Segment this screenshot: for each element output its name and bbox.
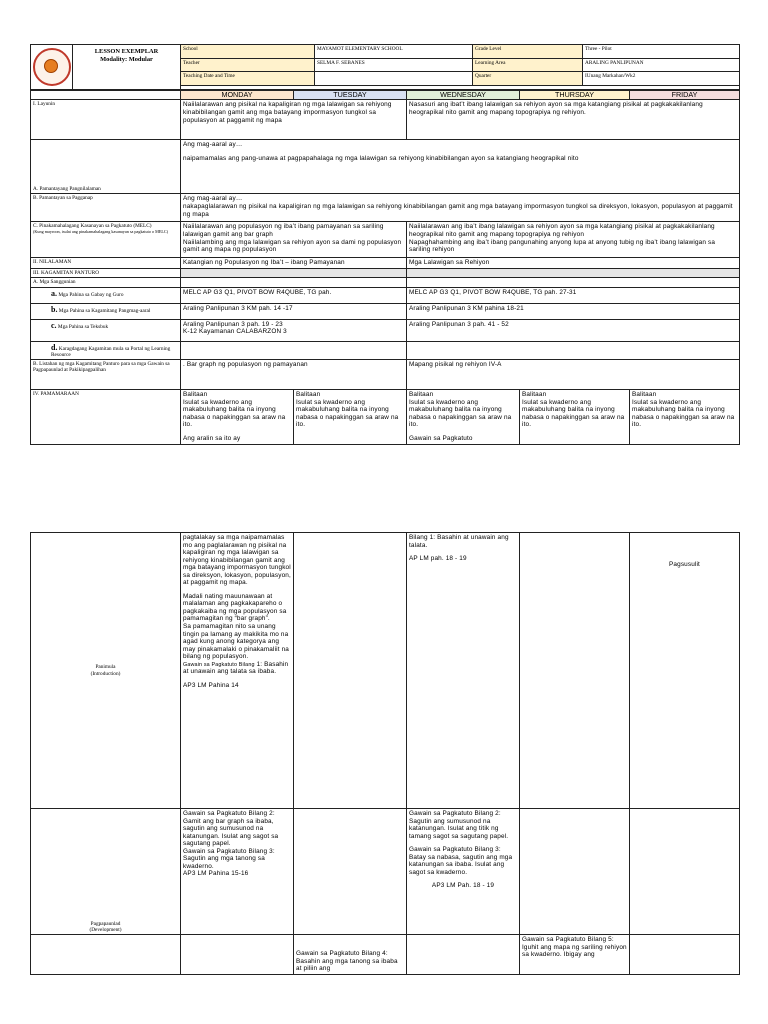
school-value: MAYAMOT ELEMENTARY SCHOOL (315, 45, 473, 59)
quarter-value: IUnang Markahan/Wk2 (583, 72, 740, 86)
lesson-page-2 (30, 532, 739, 975)
modality-label: Modality: Modular (100, 55, 153, 63)
panimula-monday-2: Madali nating mauunawaan at malalaman ang pagkakapareho o pagkakaiba ng mga populasyon sa pamamagitan ng “bar graph”. (183, 592, 287, 623)
procedure-table (30, 532, 740, 975)
day-friday: FRIDAY (630, 91, 740, 100)
panimula-friday: Pagsusulit (630, 533, 740, 809)
melc-monday-1: Naiilalarawan ang populasyon ng iba’t ibang pamayanan sa sariling lalawigan gamit ang bar graph (183, 223, 384, 239)
gabay-letter: a. (51, 288, 57, 298)
kagamitang-wednesday: Araling Panlipunan 3 KM pahina 18-21 (407, 303, 740, 319)
school-seal-icon (33, 48, 71, 86)
pangnilalaman-intro: Ang mag-aaral ay… (183, 141, 243, 149)
teksbuk-monday-2: K-12 Kayamanan CALABARZON 3 (183, 328, 287, 336)
pagpapaunlad-label: Pagpapaunlad (90, 920, 121, 927)
grade-value: Three - Pilot (583, 45, 740, 59)
school-label: School (181, 45, 315, 59)
nilalaman-wednesday: Mga Lalawigan sa Rehiyon (407, 258, 740, 269)
date-value (315, 72, 473, 86)
balitaan-friday-body: Isulat sa kwaderno ang makabuluhang balita na inyong nabasa o napakinggan sa araw na ito. (632, 398, 735, 429)
panimula-monday-3: Sa pamamagitan nito sa unang tingin pa lamang ay makikita mo na agad kung anong kategorya ang may pinakamalaki o pinakamaliit na bilang ng populasyon. (183, 623, 289, 661)
grade-label: Grade Level (473, 45, 583, 59)
balitaan-friday-title: Balitaan (632, 391, 657, 399)
pagganap-text: nakapaglalarawan ng pisikal na kapaligiran ng mga lalawigan sa rehiyong kinabibilangan gamit ang mga batayang impormasyon tungkol sa direksyon, lokasyon, populasyon at paggamit ng mapa (183, 203, 733, 218)
melc-wednesday-1: Naiilalarawan ang iba’t ibang lalawigan sa rehiyon ayon sa mga katangiang pisikal at pagkakakilanlang heograpikal nito gamit ang mapang topograpiya ng rehiyon (409, 223, 715, 239)
pagpapaunlad-monday-2: Gawain sa Pagkatuto Bilang 3: Sagutin ang mga tanong sa kwaderno. (183, 847, 275, 870)
deped-seal (31, 45, 73, 90)
pagpapaunlad-monday-1: Gawain sa Pagkatuto Bilang 2: Gamit ang bar graph sa ibaba, sagutin ang sumusunod na katanungan. Isulat ang sagot sa sagutang papel. (183, 810, 279, 848)
header-table (30, 44, 740, 90)
balitaan-thursday-title: Balitaan (522, 391, 547, 399)
teacher-label: Teacher (181, 58, 315, 72)
pangnilalaman-label: A. Pamantayang Pangnilalaman (31, 140, 181, 194)
panimula-monday-4b: 1: Basahin at unawain ang talata sa ibaba. (183, 660, 289, 676)
gabay-wednesday: MELC AP G3 Q1, PIVOT BOW R4QUBE, TG pah. 27-31 (407, 287, 740, 303)
gabay-label: Mga Pahina sa Gabay ng Guro (58, 291, 124, 298)
melc-note: (Kung mayroon, isulat ang pinakamahalagang kasanayan sa pagkatuto o MELC) (33, 228, 169, 234)
gabay-monday: MELC AP G3 Q1, PIVOT BOW R4QUBE, TG pah. (181, 287, 407, 303)
melc-monday-2: Naiilalambing ang mga lalawigan sa rehiyon ayon sa dami ng populasyon gamit ang mapa ng populasyon (183, 238, 402, 254)
panimula-wednesday-1: Bilang 1: Basahin at unawain ang talata. (409, 534, 509, 549)
day-monday: MONDAY (181, 91, 294, 100)
karagdagang-letter: d. (51, 342, 58, 352)
panimula-monday-4a: Gawain sa Pagkatuto Bilang (183, 661, 255, 668)
melc-label: C. Pinakamahalagang Kasanayan sa Pagkatuto (MELC) (33, 223, 152, 230)
day-tuesday: TUESDAY (294, 91, 407, 100)
pagganap-label: B. Pamantayan sa Pagganap (31, 194, 181, 222)
kagamitan-label: III. KAGAMITAN PANTURO (31, 269, 181, 278)
panimula-label: Panimula (95, 664, 116, 671)
balitaan-wednesday-extra: Gawain sa Pagkatuto (409, 434, 473, 442)
pagpapaunlad-wednesday-2: Gawain sa Pagkatuto Bilang 3: Batay sa nabasa, sagutin ang mga katanungan sa ibaba. Isulat ang sagot sa kwaderno. (409, 846, 513, 876)
day-thursday: THURSDAY (520, 91, 630, 100)
karagdagang-label: Karagdagang Kagamitan mula sa Portal ng Learning Resource (51, 345, 171, 358)
teksbuk-letter: c. (51, 320, 57, 330)
plan-table (30, 90, 740, 445)
kagamitang-letter: b. (51, 304, 58, 314)
pagganap-intro: Ang mag-aaral ay… (183, 195, 243, 203)
kagamitang-monday: Araling Panlipunan 3 KM pah. 14 -17 (181, 303, 407, 319)
date-label: Teaching Date and Time (181, 72, 315, 86)
last-tuesday: Gawain sa Pagkatuto Bilang 4: Basahin ang mga tanong sa ibaba at piliin ang (294, 935, 407, 975)
day-wednesday: WEDNESDAY (407, 91, 520, 100)
listahan-label: B. Listahan ng mga Kagamitang Panturo para sa mga Gawain sa Pagpapaunlad at Pakikipagpalihan (31, 360, 181, 390)
pamamaraan-label: IV. PAMAMARAAN (31, 390, 181, 444)
lesson-page-1 (30, 44, 739, 445)
pangnilalaman-text: naipamamalas ang pang-unawa at pagpapahalaga ng mga lalawigan sa rehiyong kinabibilangan ayon sa katangiang heograpikal nito (183, 155, 579, 163)
area-value: ARALING PANLIPUNAN (583, 58, 740, 72)
pagpapaunlad-monday-3: AP3 LM Pahina 15-16 (183, 870, 249, 878)
nilalaman-monday: Katangian ng Populasyon ng Iba’t – ibang Pamayanan (181, 258, 407, 269)
exemplar-title: LESSON EXEMPLAR (94, 48, 159, 55)
panimula-monday-5: AP3 LM Pahina 14 (183, 681, 239, 689)
layunin-label: I. Layunin (31, 100, 181, 140)
panimula-monday-1: pagtalakay sa mga naipamamalas mo ang paglalarawan ng pisikal na kapaligiran ng mga lalawigan sa rehiyong kinabibilangan gamit ang mga batayang impormasyon tungkol sa direksyon, lokasyon, populasyon, at paggamit ng mapa. (183, 534, 291, 587)
layunin-monday: Naiilalarawan ang pisikal na kapaligiran ng mga lalawigan sa rehiyong kinabibilangan gamit ang mga batayang impormasyon tungkol sa populasyon at paggamit ng mapa (181, 100, 407, 140)
balitaan-wednesday-title: Balitaan (409, 391, 434, 399)
sanggunian-label: A. Mga Sanggunian (31, 278, 181, 287)
pagpapaunlad-wednesday-1: Gawain sa Pagkatuto Bilang 2: Sagutin ang sumusunod na katanungan. Isulat ang titik ng tamang sagot sa sagutang papel. (409, 810, 509, 840)
teacher-value: SELMA F. SEBANES (315, 58, 473, 72)
panimula-sub: (Introduction) (90, 670, 121, 677)
melc-wednesday-2: Napaghahambing ang iba’t ibang pangunahing anyong lupa at anyong tubig ng iba’t ibang lalawigan sa sariling rehiyon (409, 238, 716, 254)
teksbuk-wednesday: Araling Panlipunan 3 pah. 41 - 52 (407, 319, 740, 341)
balitaan-monday-extra: Ang aralin sa ito ay (183, 434, 241, 442)
balitaan-thursday-body: Isulat sa kwaderno ang makabuluhang balita na inyong nabasa o napakinggan sa araw na ito. (522, 398, 625, 429)
teksbuk-monday-1: Araling Panlipunan 3 pah. 19 - 23 (183, 320, 283, 328)
balitaan-tuesday-title: Balitaan (296, 391, 321, 399)
layunin-wednesday: Nasasuri ang ibat’t ibang lalawigan sa rehiyon ayon sa mga katangiang pisikal at pagkakakilanlang heograpikal nito gamit ang mapang topograpiya ng rehiyon. (407, 100, 740, 140)
pagpapaunlad-sub: (Development) (89, 926, 122, 933)
panimula-wednesday-2: AP LM pah. 18 - 19 (409, 555, 467, 563)
balitaan-tuesday-body: Isulat sa kwaderno ang makabuluhang balita na inyong nabasa o napakinggan sa araw na ito. (296, 398, 399, 429)
nilalaman-label: II. NILALAMAN (31, 258, 181, 269)
last-thursday: Gawain sa Pagkatuto Bilang 5: Iguhit ang mapa ng sariling rehiyon sa kwaderno. Ibigay ang (520, 935, 630, 975)
listahan-monday: . Bar graph ng populasyon ng pamayanan (181, 360, 407, 390)
pagpapaunlad-wednesday-3: AP3 LM Pah. 18 - 19 (431, 882, 495, 890)
quarter-label: Quarter (473, 72, 583, 86)
teksbuk-label: Mga Pahina sa Teksbuk (57, 323, 109, 330)
listahan-wednesday: Mapang pisikal ng rehiyon IV-A (407, 360, 740, 390)
balitaan-monday-title: Balitaan (183, 391, 208, 399)
area-label: Learning Area (473, 58, 583, 72)
kagamitang-label: Mga Pahina sa Kagamitang Pangmag-aaral (58, 307, 151, 314)
balitaan-monday-body: Isulat sa kwaderno ang makabuluhang balita na inyong nabasa o napakinggan sa araw na ito. (183, 398, 286, 429)
balitaan-wednesday-body: Isulat sa kwaderno ang makabuluhang balita na inyong nabasa o napakinggan sa araw na ito. (409, 398, 512, 429)
